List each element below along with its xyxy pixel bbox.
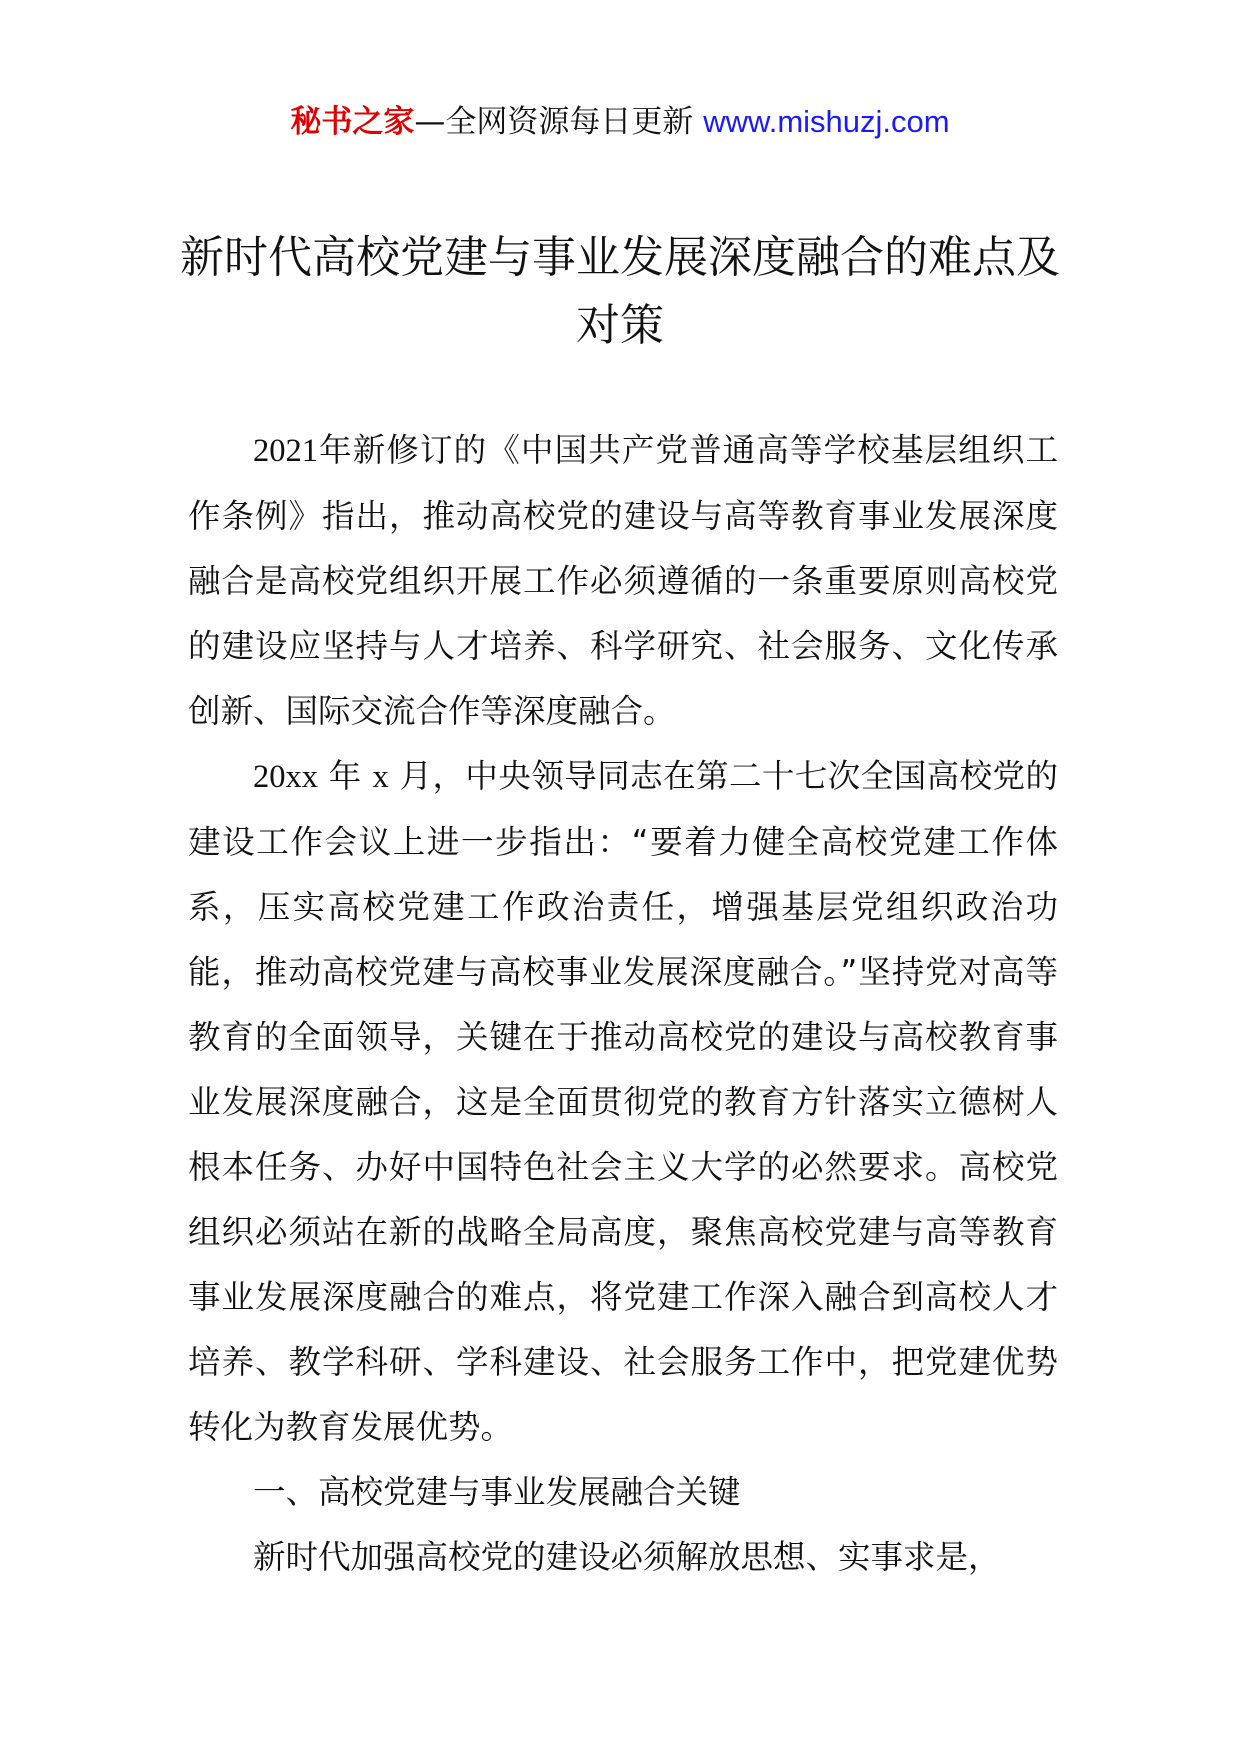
brand-name: 秘书之家 [290, 104, 415, 140]
paragraph-1 [188, 418, 1058, 744]
paragraph-2-month: x [372, 759, 389, 795]
paragraph-2 [188, 744, 1058, 1460]
paragraph-3: 新时代加强高校党的建设必须解放思想、实事求是， [253, 1538, 1001, 1576]
site-url[interactable]: www.mishuzj.com [703, 104, 950, 139]
paragraph-1-text: 年新修订的《中国共产党普通高等学校基层组织工作条例》指出，推动高校党的建设与高等教育事业发展深度融合是高校党组织开展工作必须遵循的一条重要原则高校党的建设应坚持与人才培养、科学研究、社会服务、文化传承创新、国际交流合作等深度融合。 [188, 431, 1058, 730]
paragraph-1-year: 2021 [253, 433, 318, 469]
paragraph-2-year: 20xx [253, 759, 318, 795]
header-slogan: —全网资源每日更新 [414, 104, 694, 140]
document-title: 新时代高校党建与事业发展深度融合的难点及对策 [180, 232, 1060, 351]
document-body [188, 418, 1058, 1590]
paragraph-2-year-suffix: 年 [328, 757, 362, 795]
site-header [0, 102, 1240, 142]
paragraph-2-text: 月，中央领导同志在第二十七次全国高校党的建设工作会议上进一步指出：“要着力健全高校党建工作体系，压实高校党建工作政治责任，增强基层党组织政治功能，推动高校党建与高校事业发展深度融合。”坚持党对高等教育的全面领导，关键在于推动高校党的建设与高校教育事业发展深度融合，这是全面贯彻党的教育方针落实立德树人根本任务、办好中国特色社会主义大学的必然要求。高校党组织必须站在新的战略全局高度，聚焦高校党建与高等教育事业发展深度融合的难点，将党建工作深入融合到高校人才培养、教学科研、学科建设、社会服务工作中，把党建优势转化为教育发展优势。 [188, 757, 1058, 1446]
section-heading: 一、高校党建与事业发展融合关键 [253, 1473, 741, 1511]
